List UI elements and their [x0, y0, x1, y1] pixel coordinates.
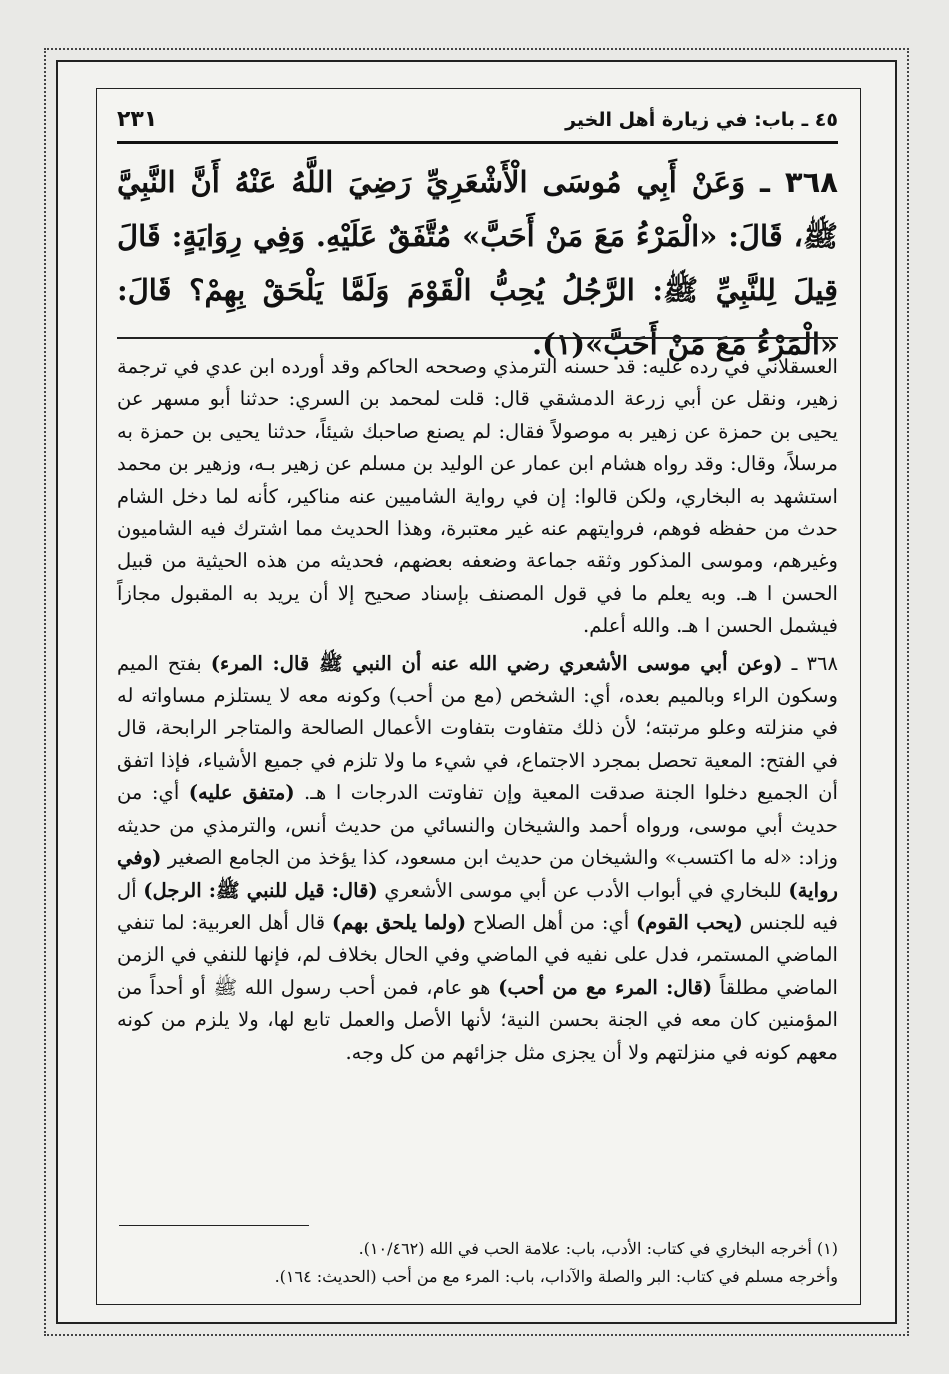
footnote-line: (١) أخرجه البخاري في كتاب: الأدب، باب: علامة الحب في الله (١٠/٤٦٢). [358, 1239, 838, 1258]
commentary-text: هو عام، فمن أحب رسول الله ﷺ أو أحداً من المؤمنين كان معه في الجنة بحسن النية؛ لأنها الأصل والعمل تابع لها، ولا يلزم من كونه معهم كونه في منزلتهم ولا أن يجزى مثل جزائهم من كل وجه. [117, 975, 838, 1064]
quoted-text: (وعن أبي موسى الأشعري رضي الله عنه أن النبي ﷺ قال: المرء) [210, 651, 783, 675]
decorative-border [56, 60, 897, 1324]
quoted-text: (وفي رواية) [117, 846, 838, 902]
page-body [96, 88, 861, 1305]
commentary-number: ٣٦٨ ـ [782, 651, 839, 675]
commentary [117, 351, 838, 1074]
commentary-text: بفتح الميم وسكون الراء وبالميم بعده، أي: الشخص (مع من أحب) وكونه معه لا يستلزم مساواته له في منزلته وعلو مرتبته؛ لأن ذلك متفاوت بتفاوت الأعمال الصالحة والمتاجر الرابحة، قال في الفتح: المعية تحصل بمجرد الاجتماع، في شيء ما ولا تلزم في جميع الأشياء، فإذا اتفق أن الجميع دخلوا الجنة صدقت المعية وإن تفاوتت الدرجات ا هـ. [117, 651, 838, 805]
quoted-text: (قال: المرء مع من أحب) [498, 975, 713, 999]
quoted-text: (متفق عليه) [188, 781, 295, 805]
commentary-text: للبخاري في أبواب الأدب عن أبي موسى الأشعري [377, 878, 789, 902]
commentary-paragraph [117, 648, 838, 1069]
chapter-title: ٤٥ ـ باب: في زيارة أهل الخير [565, 109, 838, 131]
footnote-divider [119, 1225, 309, 1226]
page-header [117, 105, 838, 144]
quoted-text: (يحب القوم) [635, 910, 743, 934]
quoted-text: (قال: قيل للنبي ﷺ: الرجل) [143, 878, 378, 902]
quoted-text: (ولما يلحق بهم) [331, 910, 467, 934]
commentary-text: أي: من حديث أبي موسى، ورواه أحمد والشيخان والنسائي من حديث أنس، والترمذي من حديثه وزاد: «له ما اكتسب» والشيخان من حديث ابن مسعود، كذا يؤخذ من الجامع الصغير [117, 781, 838, 870]
footnotes [117, 1235, 838, 1291]
commentary-text: قال أهل العربية: لما تنفي الماضي المستمر، فدل على نفيه في الماضي وفي الحال بخلاف لم، فإنها للنفي في الزمن الماضي مطلقاً [117, 910, 839, 999]
page-number: ٢٣١ [117, 107, 158, 132]
commentary-paragraph: العسقلاني في رده عليه: قد حسنه الترمذي وصححه الحاكم وقد أورده ابن عدي في ترجمة زهير، ونقل عن أبي زرعة الدمشقي قال: قلت لمحمد بن السري: حدثنا أبو مسهر عن يحيى بن حمزة عن زهير به موصولاً فقال: لم يصنع صاحبك شيئاً، حدثنا يحيى بن حمزة به مرسلاً، وقال: وقد رواه هشام ابن عمار عن الوليد بن مسلم عن زهير بـه، وزهير بن محمد استشهد به البخاري، ولكن قالوا: إن في رواية الشاميين عنه مناكير، كأنه لما دخل الشام حدث من حفظه فوهم، فروايتهم عنه غير معتبرة، وهذا الحديث مما اشترك فيه الشاميون وغيرهم، وموسى المذكور وثقه جماعة وضعفه بعضهم، فحديثه من هذه الحيثية من قبيل الحسن ا هـ. وبه يعلم ما في قول المصنف بإسناد صحيح إلا أن يريد به المقبول مجازاً فيشمل الحسن ا هـ. والله أعلم. [117, 355, 838, 638]
section-divider [117, 337, 838, 339]
commentary-text: أل فيه للجنس [117, 878, 838, 934]
hadith-body: وَعَنْ أَبِي مُوسَى الْأَشْعَرِيِّ رَضِيَ اللَّهُ عَنْهُ أَنَّ النَّبِيَّ ﷺ، قَالَ: «الْمَرْءُ مَعَ مَنْ أَحَبَّ» مُتَّفَقٌ عَلَيْهِ. وَفِي رِوَايَةٍ: قَالَ قِيلَ لِلنَّبِيِّ ﷺ: الرَّجُلُ يُحِبُّ الْقَوْمَ وَلَمَّا يَلْحَقْ بِهِمْ؟ قَالَ: «الْمَرْءُ مَعَ مَنْ أَحَبَّ»(١). [117, 165, 838, 361]
footnote-line: وأخرجه مسلم في كتاب: البر والصلة والآداب، باب: المرء مع من أحب (الحديث: ١٦٤). [274, 1267, 838, 1286]
hadith-number: ٣٦٨ ـ [760, 165, 838, 199]
commentary-text: أي: من أهل الصلاح [466, 910, 636, 934]
